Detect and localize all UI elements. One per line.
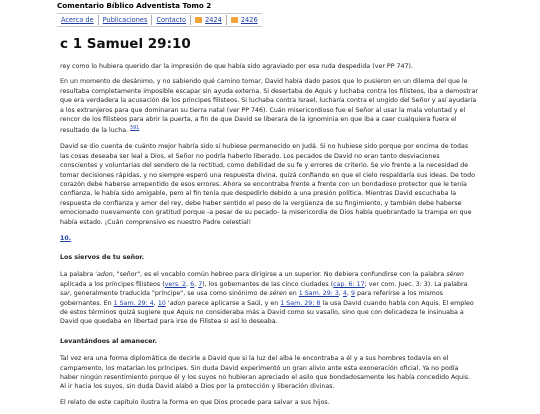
paragraph: La palabra 'adon, "señor", es el vocablo común hebreo para dirigirse a un superior. No debiera confundirse con la palabra séren aplicada a los príncipes filisteos (vers. 2, 6, 7), los gobernantes de las cinco ciudades (cap. 6: 17; ver com. Juec. 3: 3). La palabra sar, generalmente traducida "príncipe", se usa como sinónimo de séren en 1 Sam. 29: 3, 4, 9 para referirse a los mismos gobernantes. En 1 Sam. 29: 4, 10 'adon parece aplicarse a Saúl, y en 1 Sam. 29: 8 la usa David cuando habla con Aquis. El empleo de estos términos quizá sugiere que Aquis no consideraba más a David como su vasallo, sino que con delicadeza le insinuaba a David que quedaba en libertad para irse de Filistea si así lo deseaba. — [60, 271, 474, 326]
text-span: aplicada a los príncipes filisteos ( — [60, 280, 165, 288]
text-span: parece aplicarse a Saúl, y en — [185, 299, 281, 307]
hebrew-word: 'adon — [167, 299, 186, 307]
text-span: para referirse a los mismos gobernantes. En — [60, 290, 443, 307]
page-pager — [191, 15, 262, 25]
text-span: La palabra — [60, 271, 96, 279]
paragraph-intro: rey como lo hubiera querido dar la impresión de que había sido agraviado por esa ruda despedida (ver PP 747). — [60, 63, 414, 70]
hebrew-word: séren — [446, 271, 464, 279]
text-span: ), los gobernantes de las cinco ciudades ( — [202, 280, 334, 288]
section-heading: Los siervos de tu señor. — [60, 254, 145, 261]
hebrew-word: séren — [269, 290, 287, 298]
verse-ref-link[interactable]: 10 — [157, 299, 166, 307]
verse-ref-link[interactable]: vers. 2 — [164, 280, 187, 288]
next-page-icon — [231, 17, 238, 23]
page-title: c 1 Samuel 29:10 — [60, 36, 191, 52]
prev-page-icon — [195, 17, 202, 23]
paragraph — [60, 77, 478, 136]
hebrew-word: sar — [60, 290, 70, 298]
paragraph-text: En un momento de desánimo, y no sabiendo qué camino tomar, David había dado pasos que lo pusieron en un dilema del que le resultaba completamente imposible escapar sin ayuda externa. Si desertaba de Aquis y luchaba contra los filisteos, iba a demostrar que era verdadera la acusación de los príncipes filisteos. Si luchaba contra Israel, lucharía contra el ungido del Señor y así ayudaría a los extranjeros para que dominaran su tierra natal (ver PP 746). Cuán misericordioso fue el Señor al usar la mala voluntad y el rencor de los filisteos para abrir la puerta, a fin de que David se liberara de la ignominia en que iba a caer cualquiera fuera el resultado de la lucha. — [60, 78, 478, 135]
verse-ref-link[interactable]: 4 — [342, 290, 347, 298]
verse-ref-link[interactable]: 9 — [350, 290, 355, 298]
top-bar — [0, 0, 540, 28]
nav-publications-link[interactable]: Publicaciones — [102, 16, 148, 24]
verse-number-link[interactable]: 10. — [60, 234, 72, 242]
hebrew-word: 'adon — [95, 271, 113, 279]
next-page-link[interactable]: 2426 — [240, 16, 258, 24]
verse-ref-link[interactable]: cap. 6: 17 — [333, 280, 365, 288]
paragraph: El relato de este capítulo ilustra la forma en que Dios procede para salvar a sus hijos. — [60, 399, 330, 407]
site-title: Comentario Bíblico Adventista Tomo 2 — [57, 1, 212, 10]
page-number-link[interactable]: 591 — [130, 126, 140, 132]
main-content — [60, 36, 478, 414]
text-span: en — [286, 290, 299, 298]
nav-about-link[interactable]: Acerca de — [61, 16, 94, 24]
nav-bar — [57, 13, 262, 27]
paragraph: David se dio cuenta de cuánto mejor habría sido si hubiese permanecido en Judá. Si no hubiese sido porque por encima de todas las cosas deseaba ser leal a Dios, el Señor no podría haberlo liberado. Los pecados de David no eran tanto desviaciones conscientes y voluntarias del sendero de la rectitud, como debilidad de su fe y errores de criterio. Se vio frente a la necesidad de tomar decisiones rápidas, y no siempre esperó una respuesta divina, quizá confiando en que el cielo respaldaría sus ideas. De todo corazón debe haberse arrepentido de esos errores. Ahora se encontraba frente a frente con un bondadoso protector que le tenía confianza, le había sido amigable, pero al fin tenía que despedirlo debido a una presión política. Mientras David escuchaba la respuesta de confianza y amor del rey, debe haber sentido el peso de la vergüenza de su fingimiento, y también debe haberse emocionado nuevamente con gratitud porque -a pesar de su pecado- la misericordia de Dios había quebrantado la trampa en que había estado. ¡Cuán comprensivo es nuestro Padre celestial! — [60, 143, 476, 226]
verse-ref-link[interactable]: 1 Sam. 29: 4 — [113, 299, 154, 307]
paragraph: Tal vez era una forma diplomática de decirle a David que si la luz del alba le encontraba a él y a sus hombres todavía en el campamento, los matarían los príncipes. Sin duda David experimentó un gran alivio ante esta exoneración oficial. Ya no podía haber ningún resentimiento porque él y los suyos no hubieran apreciado el asilo que bondadosamente les había concedido Aquis. Al ir hacia los suyos, sin duda David alabó a Dios por la protección y liberación divinas. — [60, 355, 471, 391]
section-heading: Levantándoos al amanecer. — [60, 337, 157, 345]
verse-ref-link[interactable]: 7 — [198, 280, 203, 288]
verse-number — [60, 234, 478, 243]
text-span: , generalmente traducida "príncipe", se usa como sinónimo de — [69, 290, 270, 298]
verse-ref-link[interactable]: 6 — [190, 280, 195, 288]
prev-page-link[interactable]: 2424 — [205, 16, 222, 24]
text-span: la usa David cuando habla con Aquis. El empleo de estos términos quizá sugiere que Aquis no consideraba más a David como su vasallo, sino que con delicadeza le insinuaba a David que quedaba en libertad para irse de Filistea si así lo deseaba. — [60, 299, 474, 326]
nav-separator — [226, 15, 227, 25]
verse-ref-link[interactable]: 1 Sam. 29: 3 — [298, 290, 339, 298]
verse-ref-link[interactable]: 1 Sam. 29: 8 — [280, 299, 321, 307]
text-span: ; ver com. Juec. 3: 3). La palabra — [364, 280, 468, 288]
text-span: , "señor", es el vocablo común hebreo para dirigirse a un superior. No debiera confundirse con la palabra — [112, 271, 447, 279]
nav-contact-link[interactable]: Contacto — [156, 16, 187, 24]
